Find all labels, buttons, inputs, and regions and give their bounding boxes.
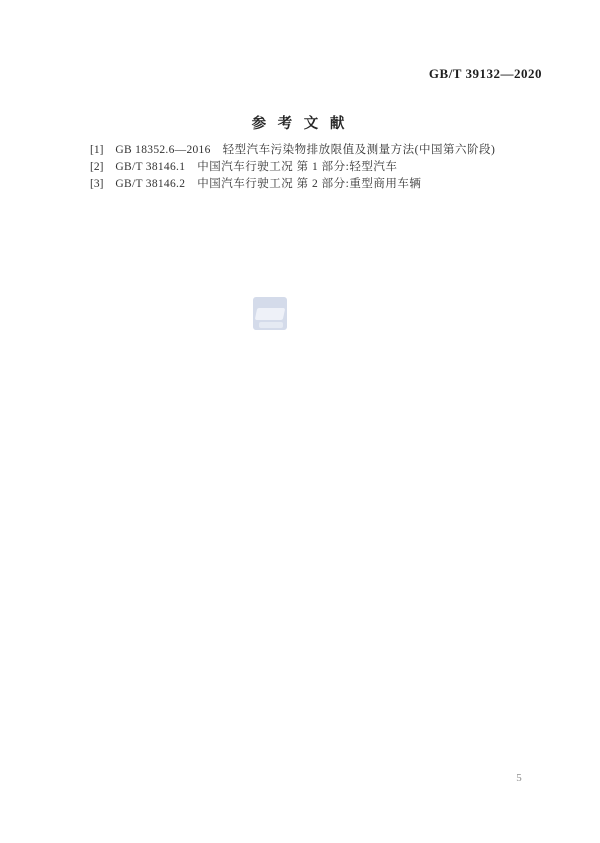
reference-index: [3]	[90, 177, 104, 190]
reference-index: [1]	[90, 144, 104, 156]
reference-description: 中国汽车行驶工况 第 2 部分:重型商用车辆	[197, 177, 422, 190]
reference-item	[90, 159, 545, 176]
reference-list	[90, 142, 545, 192]
reference-item	[90, 176, 545, 193]
reference-standard-code: GB/T 38146.1	[115, 160, 186, 173]
standard-code-header: GB/T 39132—2020	[428, 66, 542, 81]
reference-item	[90, 142, 545, 159]
watermark-wave-shape	[255, 308, 286, 320]
reference-index: [2]	[90, 160, 104, 173]
references-title: 参 考 文 献	[251, 116, 349, 132]
faint-logo-watermark-icon	[253, 297, 287, 330]
reference-standard-code: GB 18352.6—2016	[115, 144, 211, 156]
watermark-base-shape	[259, 322, 283, 328]
reference-description: 中国汽车行驶工况 第 1 部分:轻型汽车	[197, 160, 398, 173]
reference-standard-code: GB/T 38146.2	[115, 177, 186, 190]
reference-description: 轻型汽车污染物排放限值及测量方法(中国第六阶段)	[222, 144, 496, 156]
page-number: 5	[516, 772, 522, 784]
